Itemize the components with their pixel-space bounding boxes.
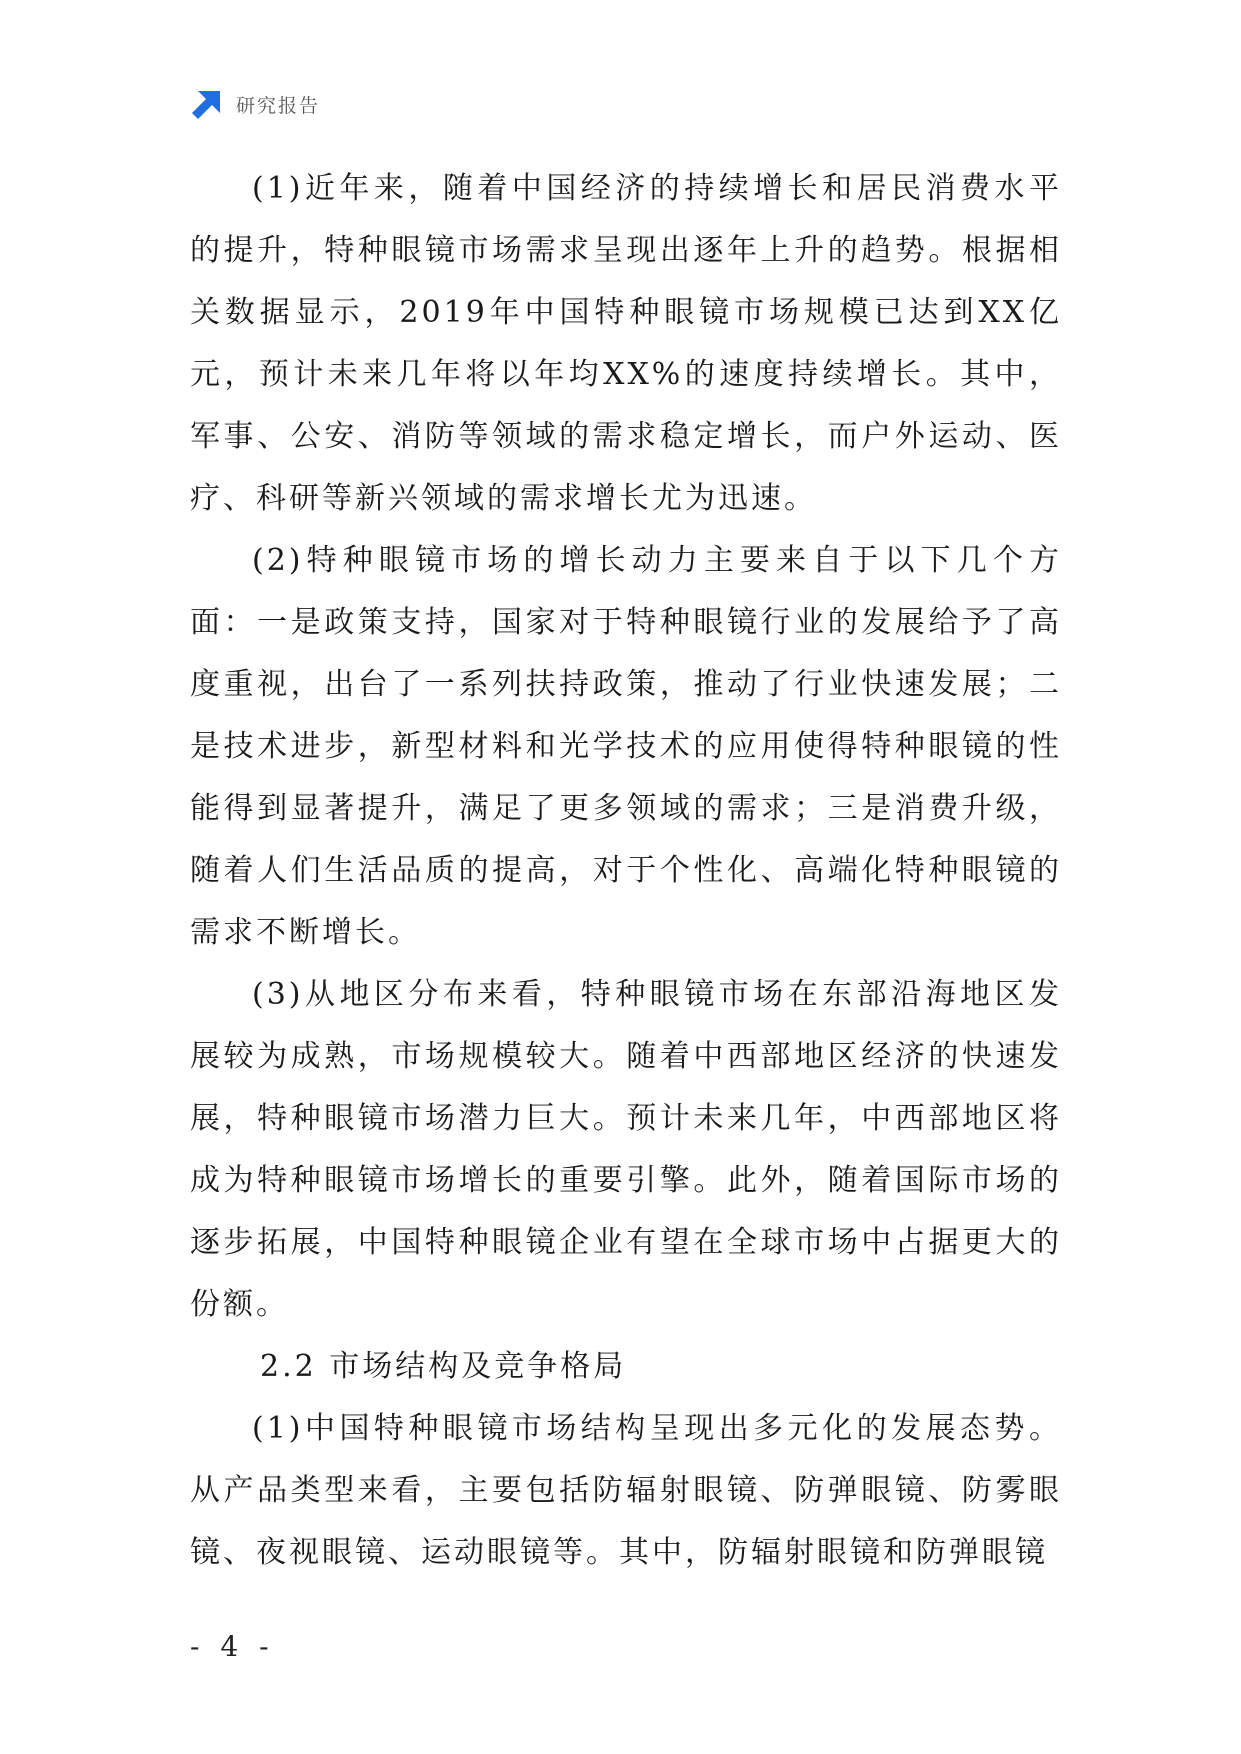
section-heading: 2.2 市场结构及竞争格局: [260, 1349, 627, 1384]
page-number: - 4 -: [190, 1630, 275, 1663]
document-body: [190, 158, 1062, 1584]
paragraph-3: (3)从地区分布来看，特种眼镜市场在东部沿海地区发展较为成熟，市场规模较大。随着中西部地区经济的快速发展，特种眼镜市场潜力巨大。预计未来几年，中西部地区将成为特种眼镜市场增长的重要引擎。此外，随着国际市场的逐步拓展，中国特种眼镜企业有望在全球市场中占据更大的份额。: [190, 977, 1062, 1322]
section-paragraph-1: (1)中国特种眼镜市场结构呈现出多元化的发展态势。从产品类型来看，主要包括防辐射眼镜、防弹眼镜、防雾眼镜、夜视眼镜、运动眼镜等。其中，防辐射眼镜和防弹眼镜: [190, 1411, 1062, 1570]
paragraph-2: (2)特种眼镜市场的增长动力主要来自于以下几个方面：一是政策支持，国家对于特种眼镜行业的发展给予了高度重视，出台了一系列扶持政策，推动了行业快速发展；二是技术进步，新型材料和光学技术的应用使得特种眼镜的性能得到显著提升，满足了更多领域的需求；三是消费升级，随着人们生活品质的提高，对于个性化、高端化特种眼镜的需求不断增长。: [190, 543, 1062, 950]
arrow-up-right-icon: [190, 87, 224, 121]
paragraph-1: (1)近年来，随着中国经济的持续增长和居民消费水平的提升，特种眼镜市场需求呈现出逐年上升的趋势。根据相关数据显示，2019年中国特种眼镜市场规模已达到XX亿元，预计未来几年将以年均XX%的速度持续增长。其中，军事、公安、消防等领域的需求稳定增长，而户外运动、医疗、科研等新兴领域的需求增长尤为迅速。: [190, 171, 1062, 516]
report-header: [190, 86, 320, 122]
header-title: 研究报告: [236, 94, 321, 117]
